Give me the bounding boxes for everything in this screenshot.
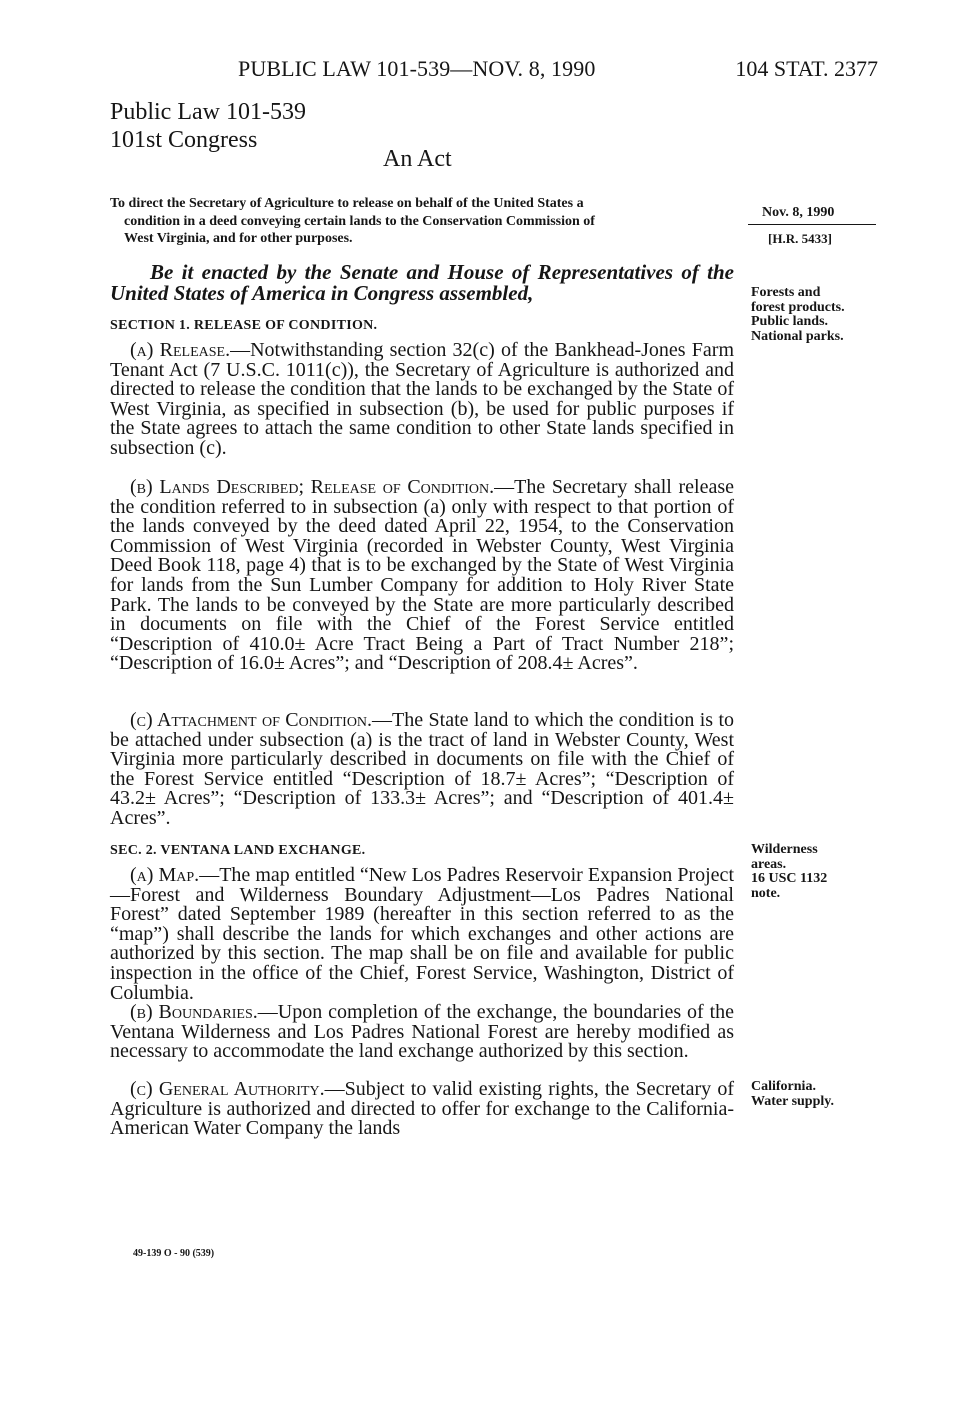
congress-number: 101st Congress: [110, 127, 258, 153]
enactment-date: Nov. 8, 1990: [748, 205, 876, 225]
purpose-line-2: condition in a deed conveying certain lands to the Conservation Commission of: [124, 213, 595, 229]
subsection-label: (b) Lands Described; Release of Condition.: [130, 476, 495, 498]
section-2-subsection-c: [110, 1080, 734, 1139]
subsection-text: —Upon completion of the exchange, the boundaries of the Ventana Wilderness and Los Padres National Forest are hereby modified as necessary to accommodate the land exchange authorized by this section.: [110, 1001, 735, 1063]
running-head: PUBLIC LAW 101-539—NOV. 8, 1990: [238, 56, 596, 81]
public-law-number: Public Law 101-539: [110, 99, 306, 125]
margin-note-section-1: [751, 286, 845, 344]
margin-note-line: forest products.: [751, 299, 845, 315]
section-1-subsection-b: [110, 478, 734, 674]
subsection-text: —Subject to valid existing rights, the Secretary of Agriculture is authorized and directed to offer for exchange to the California-American Water Company the lands: [110, 1078, 734, 1140]
purpose-line-3: West Virginia, and for other purposes.: [124, 231, 353, 246]
subsection-text: —The State land to which the condition is to be attached under subsection (a) is the tract of land in Webster County, West Virginia more particularly described in documents on file with the Chief of the Forest Service entitled “Description of 18.7± Acres”; “Description of 43.2± Acres”; “Description of 133.3± Acres”; and “Description of 401.4± Acres”.: [110, 709, 734, 829]
printer-code: 49-139 O - 90 (539): [133, 1248, 215, 1259]
margin-note-line: 16 USC 1132: [751, 871, 828, 886]
section-2-heading: SEC. 2. VENTANA LAND EXCHANGE.: [110, 843, 366, 858]
subsection-label: (b) Boundaries.: [130, 1001, 258, 1023]
margin-note-line: areas.: [751, 856, 787, 872]
section-1-heading: SECTION 1. RELEASE OF CONDITION.: [110, 318, 378, 333]
margin-note-line: Wilderness: [751, 842, 818, 857]
subsection-label: (c) Attachment of Condition.: [130, 709, 373, 731]
subsection-text: —Notwithstanding section 32(c) of the Bankhead-Jones Farm Tenant Act (7 U.S.C. 1011(c)), the Secretary of Agriculture is authorized and directed to release the condition that the lands to be exchanged by the State of West Virginia, as specified in subsection (b), be used for public purposes if the State agrees to attach the same condition to other State lands specified in subsection (c).: [110, 339, 735, 459]
margin-note-section-2: [751, 843, 827, 901]
bill-number: [H.R. 5433]: [768, 231, 832, 246]
margin-note-line: Public lands.: [751, 314, 829, 329]
subsection-text: —The Secretary shall release the condition referred to in subsection (a) only with respect to that portion of the lands conveyed by the deed dated April 22, 1954, to the Conservation Commission of West Virginia (recorded in Webster County, West Virginia Deed Book 118, page 4) that is to be exchanged by the State of West Virginia for lands from the Sun Lumber Company for addition to Holy River State Park. The lands to be conveyed by the State are more particularly described in documents on file with the Chief of the Forest Service entitled “Description of 410.0± Acre Tract Being a Part of Tract Number 218”; “Description of 16.0± Acres”; and “Description of 208.4± Acres”.: [110, 476, 734, 675]
purpose-line-1: To direct the Secretary of Agriculture to release on behalf of the United States a: [110, 196, 584, 211]
subsection-label: (a) Release.: [130, 339, 231, 361]
section-2-subsection-b: [110, 1003, 734, 1062]
section-1-subsection-c: [110, 711, 734, 829]
subsection-label: (c) General Authority.: [130, 1078, 325, 1100]
stat-page-number: 104 STAT. 2377: [735, 56, 878, 81]
law-identifier: [110, 98, 306, 154]
enacting-clause: Be it enacted by the Senate and House of Representatives of the United States of America in Congress assembled,: [110, 260, 734, 305]
margin-note-line: Water supply.: [751, 1093, 834, 1109]
margin-note-subsection-c: [751, 1080, 834, 1109]
act-title: An Act: [383, 146, 452, 172]
margin-note-line: National parks.: [751, 328, 844, 344]
margin-note-line: California.: [751, 1079, 816, 1094]
subsection-text: —The map entitled “New Los Padres Reservoir Expansion Project—Forest and Wilderness Boundary Adjustment—Los Padres National Forest” dated September 1989 (hereafter in this section referred to as the “map”) shall describe the lands for which exchanges and other actions are authorized by this section. The map shall be on file and available for public inspection in the office of the Chief, Forest Service, Washington, District of Columbia.: [110, 864, 734, 1004]
margin-note-line: note.: [751, 885, 781, 901]
margin-enactment-date: [748, 205, 876, 247]
section-2-subsection-a: [110, 866, 734, 1003]
margin-note-line: Forests and: [751, 285, 821, 300]
subsection-label: (a) Map.: [130, 864, 200, 886]
section-1-subsection-a: [110, 341, 734, 459]
purpose-statement: [110, 195, 734, 248]
